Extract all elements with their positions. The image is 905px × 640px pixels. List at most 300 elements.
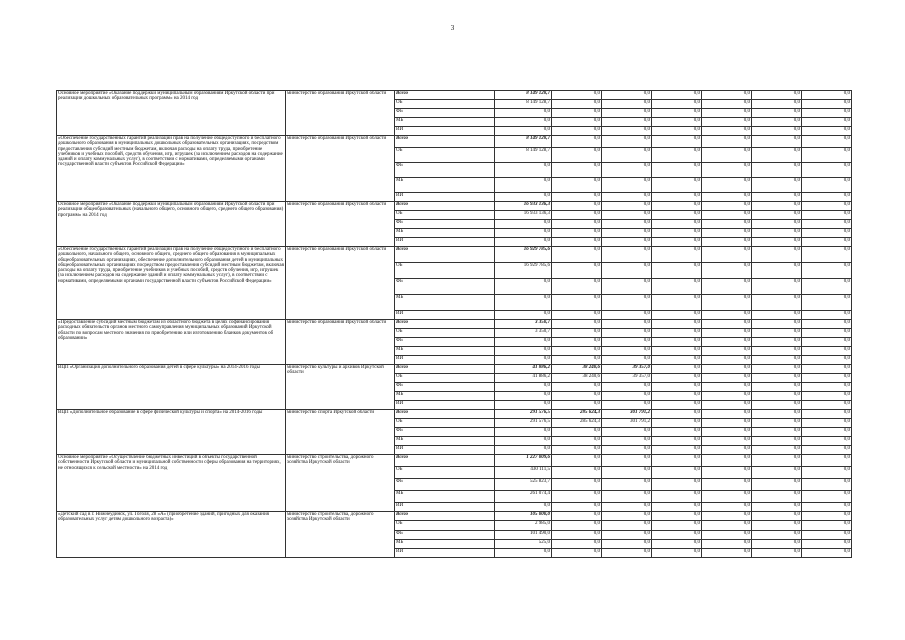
responsible-executor: министерство строительства, дорожного хозяйства Иркутской области	[286, 455, 395, 512]
amount-cell: 101 490,0	[495, 531, 552, 540]
amount-cell: 0,0	[602, 178, 652, 193]
amount-cell: 0,0	[702, 467, 752, 479]
funding-source: ИИ	[395, 193, 495, 202]
amount-cell: 0,0	[752, 356, 802, 365]
funding-source: ИИ	[395, 503, 495, 512]
amount-cell: 0,0	[752, 100, 802, 109]
amount-cell: 0,0	[602, 136, 652, 148]
amount-cell: 0,0	[802, 311, 852, 320]
amount-cell: 0,0	[552, 549, 602, 558]
amount-cell: 0,0	[552, 91, 602, 100]
amount-cell: 291 576,5	[495, 410, 552, 419]
amount-cell: 0,0	[552, 311, 602, 320]
amount-cell: 0,0	[602, 446, 652, 455]
amount-cell: 0,0	[752, 91, 802, 100]
amount-cell: 0,0	[495, 437, 552, 446]
amount-cell: 0,0	[702, 383, 752, 392]
amount-cell: 0,0	[602, 503, 652, 512]
amount-cell: 0,0	[652, 446, 702, 455]
funding-source: Всего	[395, 136, 495, 148]
amount-cell: 41 886,2	[495, 365, 552, 374]
funding-source: ФБ	[395, 479, 495, 491]
funding-source: ОБ	[395, 467, 495, 479]
amount-cell: 430 111,5	[495, 467, 552, 479]
amount-cell: 0,0	[602, 211, 652, 220]
amount-cell: 0,0	[552, 263, 602, 279]
amount-cell: 0,0	[702, 503, 752, 512]
amount-cell: 0,0	[652, 100, 702, 109]
amount-cell: 0,0	[495, 279, 552, 295]
funding-source: ФБ	[395, 109, 495, 118]
amount-cell: 8 149 128,7	[495, 91, 552, 100]
amount-cell: 0,0	[752, 521, 802, 531]
funding-source: МБ	[395, 229, 495, 238]
amount-cell: 0,0	[752, 202, 802, 211]
amount-cell: 0,0	[752, 512, 802, 521]
funding-source: Всего	[395, 410, 495, 419]
table-row	[57, 202, 852, 211]
amount-cell: 0,0	[552, 521, 602, 531]
amount-cell: 105 000,0	[495, 512, 552, 521]
amount-cell: 0,0	[802, 356, 852, 365]
amount-cell: 0,0	[802, 503, 852, 512]
measure-description: Основное мероприятие «Оказание поддержки муниципальным образованиям Иркутской области при реализации общеобразовательных (начального общего, основного общего, среднего общего образования) программ» на 2014 год	[57, 202, 286, 247]
amount-cell: 0,0	[652, 437, 702, 446]
amount-cell: 0,0	[702, 100, 752, 109]
amount-cell: 0,0	[702, 479, 752, 491]
amount-cell: 0,0	[652, 383, 702, 392]
amount-cell: 0,0	[752, 263, 802, 279]
amount-cell: 0,0	[802, 549, 852, 558]
amount-cell: 0,0	[752, 446, 802, 455]
funding-source: МБ	[395, 178, 495, 193]
amount-cell: 0,0	[652, 263, 702, 279]
amount-cell: 0,0	[552, 100, 602, 109]
amount-cell: 0,0	[495, 428, 552, 437]
amount-cell: 0,0	[652, 127, 702, 136]
amount-cell: 0,0	[652, 229, 702, 238]
funding-source: МБ	[395, 437, 495, 446]
amount-cell: 0,0	[552, 491, 602, 503]
budget-table-body	[57, 91, 852, 558]
amount-cell: 0,0	[802, 295, 852, 311]
table-row	[57, 410, 852, 419]
amount-cell: 0,0	[652, 320, 702, 329]
amount-cell: 0,0	[495, 383, 552, 392]
amount-cell: 0,0	[495, 163, 552, 178]
responsible-executor: министерство спорта Иркутской области	[286, 410, 395, 455]
table-row	[57, 91, 852, 100]
funding-source: Всего	[395, 365, 495, 374]
amount-cell: 0,0	[552, 329, 602, 338]
amount-cell: 0,0	[552, 455, 602, 467]
responsible-executor: министерство образования Иркутской области	[286, 247, 395, 320]
funding-source: МБ	[395, 540, 495, 549]
funding-source: Всего	[395, 320, 495, 329]
amount-cell: 0,0	[652, 549, 702, 558]
funding-source: ИИ	[395, 311, 495, 320]
amount-cell: 0,0	[752, 374, 802, 383]
amount-cell: 0,0	[802, 374, 852, 383]
amount-cell: 0,0	[602, 491, 652, 503]
amount-cell: 0,0	[702, 338, 752, 347]
funding-source: ФБ	[395, 279, 495, 295]
amount-cell: 0,0	[552, 467, 602, 479]
amount-cell: 0,0	[602, 247, 652, 263]
amount-cell: 0,0	[652, 295, 702, 311]
amount-cell: 0,0	[702, 279, 752, 295]
funding-source: ФБ	[395, 428, 495, 437]
amount-cell: 0,0	[702, 247, 752, 263]
amount-cell: 0,0	[752, 540, 802, 549]
amount-cell: 0,0	[702, 320, 752, 329]
amount-cell: 0,0	[602, 91, 652, 100]
amount-cell: 0,0	[495, 311, 552, 320]
amount-cell: 0,0	[652, 491, 702, 503]
amount-cell: 0,0	[602, 320, 652, 329]
amount-cell: 0,0	[752, 279, 802, 295]
amount-cell: 0,0	[652, 374, 702, 383]
amount-cell: 0,0	[802, 347, 852, 356]
amount-cell: 0,0	[752, 295, 802, 311]
funding-source: ФБ	[395, 383, 495, 392]
funding-source: ОБ	[395, 148, 495, 163]
amount-cell: 0,0	[552, 512, 602, 521]
amount-cell: 0,0	[802, 279, 852, 295]
amount-cell: 0,0	[802, 383, 852, 392]
amount-cell: 0,0	[652, 365, 702, 374]
amount-cell: 0,0	[802, 238, 852, 247]
amount-cell: 525 823,7	[495, 479, 552, 491]
funding-source: ИИ	[395, 238, 495, 247]
funding-source: ИИ	[395, 446, 495, 455]
amount-cell: 0,0	[752, 338, 802, 347]
amount-cell: 0,0	[752, 127, 802, 136]
table-row	[57, 365, 852, 374]
table-row	[57, 512, 852, 521]
table-row	[57, 247, 852, 263]
amount-cell: 285 624,3	[552, 410, 602, 419]
amount-cell: 0,0	[552, 211, 602, 220]
measure-description: «Обеспечение государственных гарантий реализации прав на получение общедоступного и бесплатного дошкольного, начального общего, основного общего, среднего общего образования в муниципальных общеобразовательных организациях, обеспечение дополнительного образования детей в муниципальных общеобразовательных организациях посредством предоставления субсидий местным бюджетам, включая расходы на оплату труда, приобретение учебников и учебных пособий, средств обучения, игр, игрушек (за исключением расходов на содержание зданий и оплату коммунальных услуг), в соответствии с нормативами, определяемыми органами государственной власти субъектов Российской Федерации»	[57, 247, 286, 320]
amount-cell: 3 350,7	[495, 329, 552, 338]
funding-source: Всего	[395, 91, 495, 100]
amount-cell: 0,0	[602, 148, 652, 163]
amount-cell: 0,0	[702, 148, 752, 163]
amount-cell: 0,0	[552, 503, 602, 512]
amount-cell: 0,0	[702, 540, 752, 549]
amount-cell: 0,0	[552, 136, 602, 148]
amount-cell: 0,0	[752, 238, 802, 247]
amount-cell: 0,0	[602, 127, 652, 136]
amount-cell: 0,0	[552, 220, 602, 229]
amount-cell: 0,0	[652, 238, 702, 247]
amount-cell: 0,0	[802, 263, 852, 279]
funding-source: Всего	[395, 512, 495, 521]
amount-cell: 0,0	[702, 329, 752, 338]
amount-cell: 0,0	[602, 109, 652, 118]
amount-cell: 0,0	[652, 247, 702, 263]
funding-source: ИИ	[395, 127, 495, 136]
amount-cell: 285 624,3	[552, 419, 602, 428]
amount-cell: 0,0	[752, 347, 802, 356]
amount-cell: 0,0	[802, 540, 852, 549]
amount-cell: 0,0	[702, 531, 752, 540]
amount-cell: 0,0	[652, 136, 702, 148]
amount-cell: 0,0	[552, 531, 602, 540]
amount-cell: 0,0	[802, 410, 852, 419]
funding-source: ФБ	[395, 220, 495, 229]
amount-cell: 0,0	[752, 503, 802, 512]
amount-cell: 301 791,2	[602, 419, 652, 428]
amount-cell: 0,0	[552, 193, 602, 202]
amount-cell: 0,0	[495, 118, 552, 127]
amount-cell: 0,0	[702, 446, 752, 455]
amount-cell: 0,0	[702, 410, 752, 419]
amount-cell: 0,0	[702, 202, 752, 211]
amount-cell: 0,0	[802, 100, 852, 109]
amount-cell: 0,0	[752, 392, 802, 401]
amount-cell: 0,0	[752, 531, 802, 540]
amount-cell: 0,0	[752, 247, 802, 263]
table-row	[57, 320, 852, 329]
amount-cell: 0,0	[602, 263, 652, 279]
amount-cell: 0,0	[602, 311, 652, 320]
amount-cell: 0,0	[652, 410, 702, 419]
amount-cell: 0,0	[652, 338, 702, 347]
amount-cell: 0,0	[495, 220, 552, 229]
amount-cell: 0,0	[802, 118, 852, 127]
responsible-executor: министерство образования Иркутской области	[286, 202, 395, 247]
table-row	[57, 455, 852, 467]
table-row	[57, 136, 852, 148]
amount-cell: 0,0	[702, 295, 752, 311]
amount-cell: 0,0	[652, 467, 702, 479]
funding-source: МБ	[395, 347, 495, 356]
amount-cell: 0,0	[652, 512, 702, 521]
amount-cell: 0,0	[702, 512, 752, 521]
amount-cell: 0,0	[602, 229, 652, 238]
amount-cell: 0,0	[552, 148, 602, 163]
amount-cell: 0,0	[802, 467, 852, 479]
amount-cell: 8 149 128,7	[495, 136, 552, 148]
amount-cell: 0,0	[652, 392, 702, 401]
amount-cell: 0,0	[552, 479, 602, 491]
measure-description: «Детский сад в г. Нижнеудинск, ул. Гоголя, 28 «А» (приобретение зданий, пригодных для оказания образовательных услуг детям дошкольного возраста)»	[57, 512, 286, 558]
amount-cell: 0,0	[552, 446, 602, 455]
amount-cell: 0,0	[552, 127, 602, 136]
amount-cell: 0,0	[552, 295, 602, 311]
amount-cell: 0,0	[652, 109, 702, 118]
funding-source: ИИ	[395, 356, 495, 365]
amount-cell: 0,0	[652, 329, 702, 338]
amount-cell: 0,0	[702, 229, 752, 238]
funding-source: ОБ	[395, 419, 495, 428]
responsible-executor: министерство строительства, дорожного хозяйства Иркутской области	[286, 512, 395, 558]
funding-source: ИИ	[395, 401, 495, 410]
amount-cell: 0,0	[702, 263, 752, 279]
amount-cell: 0,0	[652, 521, 702, 531]
amount-cell: 0,0	[752, 410, 802, 419]
funding-source: ФБ	[395, 338, 495, 347]
amount-cell: 0,0	[552, 401, 602, 410]
amount-cell: 0,0	[802, 365, 852, 374]
amount-cell: 0,0	[702, 311, 752, 320]
responsible-executor: министерство образования Иркутской области	[286, 91, 395, 136]
amount-cell: 0,0	[802, 202, 852, 211]
amount-cell: 0,0	[602, 540, 652, 549]
amount-cell: 0,0	[802, 512, 852, 521]
funding-source: ОБ	[395, 521, 495, 531]
amount-cell: 0,0	[602, 521, 652, 531]
amount-cell: 0,0	[752, 229, 802, 238]
amount-cell: 0,0	[652, 401, 702, 410]
amount-cell: 38 240,6	[552, 374, 602, 383]
amount-cell: 0,0	[602, 329, 652, 338]
amount-cell: 0,0	[652, 211, 702, 220]
amount-cell: 0,0	[602, 512, 652, 521]
amount-cell: 0,0	[702, 118, 752, 127]
amount-cell: 0,0	[702, 109, 752, 118]
amount-cell: 0,0	[495, 178, 552, 193]
amount-cell: 0,0	[752, 311, 802, 320]
amount-cell: 0,0	[752, 467, 802, 479]
amount-cell: 0,0	[652, 163, 702, 178]
amount-cell: 0,0	[702, 428, 752, 437]
amount-cell: 3 350,7	[495, 320, 552, 329]
amount-cell: 0,0	[602, 347, 652, 356]
amount-cell: 0,0	[802, 479, 852, 491]
amount-cell: 0,0	[802, 148, 852, 163]
amount-cell: 0,0	[752, 320, 802, 329]
amount-cell: 0,0	[552, 392, 602, 401]
amount-cell: 16 933 136,3	[495, 211, 552, 220]
amount-cell: 0,0	[702, 401, 752, 410]
amount-cell: 0,0	[702, 365, 752, 374]
amount-cell: 0,0	[602, 220, 652, 229]
amount-cell: 0,0	[702, 178, 752, 193]
amount-cell: 0,0	[702, 238, 752, 247]
responsible-executor: министерство образования Иркутской области	[286, 136, 395, 202]
amount-cell: 0,0	[652, 428, 702, 437]
amount-cell: 8 149 128,7	[495, 148, 552, 163]
amount-cell: 0,0	[552, 383, 602, 392]
funding-source: ИИ	[395, 549, 495, 558]
amount-cell: 39 357,0	[602, 365, 652, 374]
amount-cell: 0,0	[802, 136, 852, 148]
amount-cell: 0,0	[702, 220, 752, 229]
amount-cell: 0,0	[552, 202, 602, 211]
amount-cell: 525,0	[495, 540, 552, 549]
funding-source: ФБ	[395, 163, 495, 178]
amount-cell: 0,0	[495, 503, 552, 512]
amount-cell: 0,0	[802, 329, 852, 338]
measure-description: ВЦП «Организация дополнительного образования детей в сфере культуры» на 2014-2016 годы	[57, 365, 286, 410]
amount-cell: 0,0	[802, 211, 852, 220]
amount-cell: 0,0	[495, 109, 552, 118]
amount-cell: 0,0	[602, 392, 652, 401]
amount-cell: 0,0	[802, 437, 852, 446]
amount-cell: 0,0	[552, 109, 602, 118]
amount-cell: 0,0	[652, 540, 702, 549]
amount-cell: 0,0	[602, 428, 652, 437]
amount-cell: 0,0	[495, 446, 552, 455]
amount-cell: 0,0	[802, 446, 852, 455]
amount-cell: 0,0	[552, 437, 602, 446]
amount-cell: 16 929 785,6	[495, 247, 552, 263]
amount-cell: 0,0	[752, 136, 802, 148]
amount-cell: 0,0	[752, 365, 802, 374]
amount-cell: 0,0	[652, 347, 702, 356]
amount-cell: 0,0	[752, 193, 802, 202]
amount-cell: 291 576,5	[495, 419, 552, 428]
amount-cell: 0,0	[652, 503, 702, 512]
amount-cell: 0,0	[702, 193, 752, 202]
amount-cell: 16 929 785,6	[495, 263, 552, 279]
amount-cell: 0,0	[552, 247, 602, 263]
amount-cell: 0,0	[702, 211, 752, 220]
funding-source: ОБ	[395, 329, 495, 338]
amount-cell: 0,0	[495, 238, 552, 247]
amount-cell: 0,0	[802, 247, 852, 263]
amount-cell: 0,0	[602, 295, 652, 311]
amount-cell: 0,0	[752, 220, 802, 229]
amount-cell: 0,0	[552, 320, 602, 329]
amount-cell: 0,0	[802, 428, 852, 437]
amount-cell: 0,0	[602, 338, 652, 347]
amount-cell: 0,0	[802, 491, 852, 503]
amount-cell: 0,0	[702, 91, 752, 100]
amount-cell: 0,0	[602, 437, 652, 446]
funding-source: ОБ	[395, 100, 495, 109]
amount-cell: 0,0	[552, 347, 602, 356]
amount-cell: 0,0	[552, 229, 602, 238]
funding-source: ОБ	[395, 374, 495, 383]
amount-cell: 0,0	[552, 178, 602, 193]
funding-source: Всего	[395, 202, 495, 211]
amount-cell: 39 357,0	[602, 374, 652, 383]
amount-cell: 0,0	[802, 163, 852, 178]
amount-cell: 0,0	[802, 338, 852, 347]
amount-cell: 0,0	[702, 455, 752, 467]
amount-cell: 0,0	[702, 374, 752, 383]
amount-cell: 0,0	[495, 229, 552, 238]
funding-source: МБ	[395, 491, 495, 503]
amount-cell: 0,0	[602, 383, 652, 392]
amount-cell: 0,0	[702, 419, 752, 428]
amount-cell: 0,0	[702, 136, 752, 148]
page-number: 3	[450, 24, 455, 32]
amount-cell: 0,0	[495, 392, 552, 401]
amount-cell: 0,0	[495, 549, 552, 558]
amount-cell: 0,0	[802, 127, 852, 136]
funding-source: ОБ	[395, 211, 495, 220]
amount-cell: 8 149 128,7	[495, 100, 552, 109]
amount-cell: 0,0	[752, 455, 802, 467]
amount-cell: 0,0	[495, 338, 552, 347]
amount-cell: 0,0	[802, 220, 852, 229]
amount-cell: 0,0	[602, 467, 652, 479]
amount-cell: 0,0	[552, 118, 602, 127]
measure-description: «Обеспечение государственных гарантий реализации прав на получение общедоступного и бесплатного дошкольного образования в муниципальных дошкольных образовательных организациях, посредством предоставления субсидий местным бюджетам, включая расходы на оплату труда, приобретение учебников и учебных пособий, средств обучения, игр, игрушек (за исключением расходов на содержание зданий и оплату коммунальных услуг), в соответствии с нормативами, определяемыми органами государственной власти субъектов Российской Федерации»	[57, 136, 286, 202]
amount-cell: 0,0	[552, 238, 602, 247]
amount-cell: 0,0	[802, 178, 852, 193]
amount-cell: 0,0	[552, 279, 602, 295]
amount-cell: 0,0	[752, 419, 802, 428]
amount-cell: 0,0	[602, 279, 652, 295]
amount-cell: 2 985,0	[495, 521, 552, 531]
amount-cell: 0,0	[802, 193, 852, 202]
